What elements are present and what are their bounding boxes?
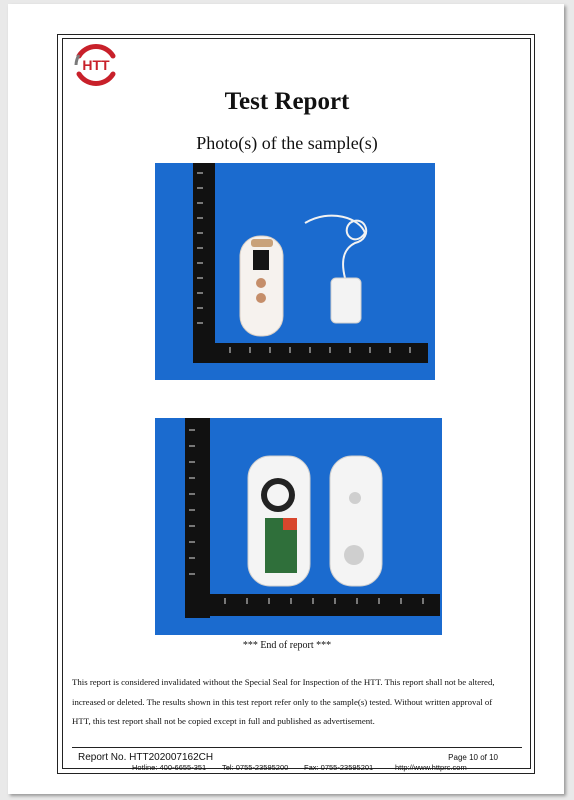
sample-photo-internal xyxy=(155,418,442,635)
page-number: Page 10 of 10 xyxy=(448,753,498,762)
end-of-report: *** End of report *** xyxy=(242,640,332,651)
fax: Fax: 0755-23595201 xyxy=(304,763,374,772)
photos-subtitle: Photo(s) of the sample(s) xyxy=(196,133,378,153)
report-number: Report No. HTT202007162CH xyxy=(78,752,214,763)
footer-divider xyxy=(72,747,522,748)
hotline: Hotline: 400-6655-351 xyxy=(132,763,207,772)
report-title: Test Report xyxy=(224,88,350,115)
telephone: Tel: 0755-23595200 xyxy=(222,763,289,772)
disclaimer-text: This report is considered invalidated without the Special Seal for Inspection of the HTT. This report shall not be altered, increased or deleted. The results shown in this test report refer only to the sample(s) tested. Without written approval of HTT, this test report shall not be copied except in full and published as advertisement. xyxy=(72,677,495,726)
sample-photo-external xyxy=(155,163,435,380)
logo-text: HTT xyxy=(82,57,110,73)
htt-logo xyxy=(71,40,121,90)
website-link[interactable]: http://www.httprc.com xyxy=(395,763,467,772)
